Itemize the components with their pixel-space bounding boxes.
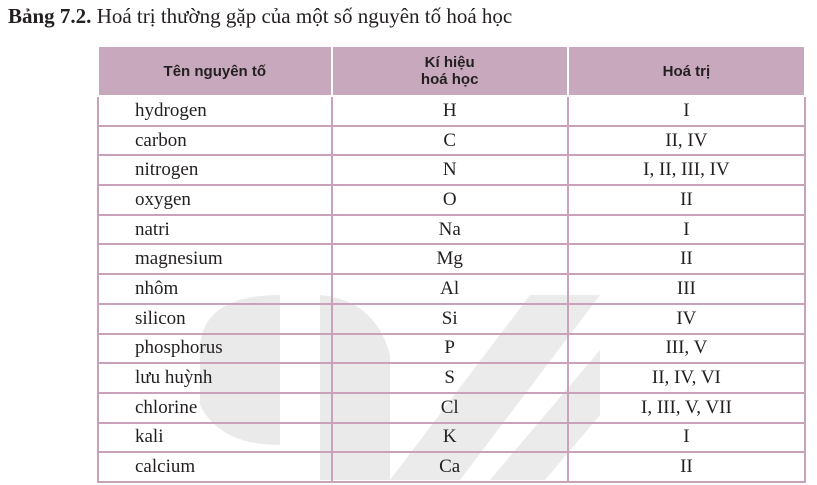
element-valence-cell: I: [568, 96, 805, 126]
element-valence-cell: I: [568, 423, 805, 453]
element-valence-cell: II, IV: [568, 126, 805, 156]
element-name-cell: nhôm: [98, 274, 332, 304]
table-row: [98, 155, 805, 185]
element-valence-cell: II: [568, 185, 805, 215]
element-symbol-cell: Cl: [332, 393, 568, 423]
table-row: [98, 452, 805, 482]
table-row: [98, 185, 805, 215]
table-row: [98, 334, 805, 364]
table-row: [98, 393, 805, 423]
element-name-cell: hydrogen: [98, 96, 332, 126]
table-row: [98, 274, 805, 304]
element-valence-cell: II: [568, 244, 805, 274]
element-symbol-cell: Ca: [332, 452, 568, 482]
element-name-cell: lưu huỳnh: [98, 363, 332, 393]
table-body: [98, 96, 805, 482]
element-valence-cell: III, V: [568, 334, 805, 364]
element-valence-cell: II: [568, 452, 805, 482]
element-name-cell: magnesium: [98, 244, 332, 274]
table-header-row: [98, 46, 805, 96]
table-caption: [8, 4, 512, 29]
table-row: [98, 96, 805, 126]
element-symbol-cell: S: [332, 363, 568, 393]
header-valence: Hoá trị: [568, 46, 805, 96]
table-row: [98, 304, 805, 334]
element-valence-cell: I: [568, 215, 805, 245]
element-symbol-cell: C: [332, 126, 568, 156]
element-valence-cell: II, IV, VI: [568, 363, 805, 393]
header-element-name: Tên nguyên tố: [98, 46, 332, 96]
element-symbol-cell: K: [332, 423, 568, 453]
table-row: [98, 423, 805, 453]
element-name-cell: carbon: [98, 126, 332, 156]
element-symbol-cell: O: [332, 185, 568, 215]
element-symbol-cell: Mg: [332, 244, 568, 274]
element-valence-cell: IV: [568, 304, 805, 334]
element-name-cell: calcium: [98, 452, 332, 482]
table-row: [98, 244, 805, 274]
element-symbol-cell: Na: [332, 215, 568, 245]
element-name-cell: silicon: [98, 304, 332, 334]
table-row: [98, 215, 805, 245]
element-symbol-cell: H: [332, 96, 568, 126]
element-name-cell: kali: [98, 423, 332, 453]
element-valence-cell: III: [568, 274, 805, 304]
element-symbol-cell: Al: [332, 274, 568, 304]
element-name-cell: nitrogen: [98, 155, 332, 185]
header-symbol-line1: Kí hiệu: [424, 54, 475, 71]
table-caption-label: Bảng 7.2.: [8, 4, 92, 28]
element-name-cell: phosphorus: [98, 334, 332, 364]
element-name-cell: chlorine: [98, 393, 332, 423]
table-caption-text: Hoá trị thường gặp của một số nguyên tố hoá học: [96, 4, 513, 28]
header-symbol-line2: hoá học: [420, 71, 479, 88]
element-valence-cell: I, III, V, VII: [568, 393, 805, 423]
element-valence-cell: I, II, III, IV: [568, 155, 805, 185]
valence-table: [97, 45, 806, 483]
table-row: [98, 363, 805, 393]
element-name-cell: oxygen: [98, 185, 332, 215]
header-chemical-symbol: [332, 46, 568, 96]
element-symbol-cell: P: [332, 334, 568, 364]
element-symbol-cell: N: [332, 155, 568, 185]
element-symbol-cell: Si: [332, 304, 568, 334]
element-name-cell: natri: [98, 215, 332, 245]
table-row: [98, 126, 805, 156]
